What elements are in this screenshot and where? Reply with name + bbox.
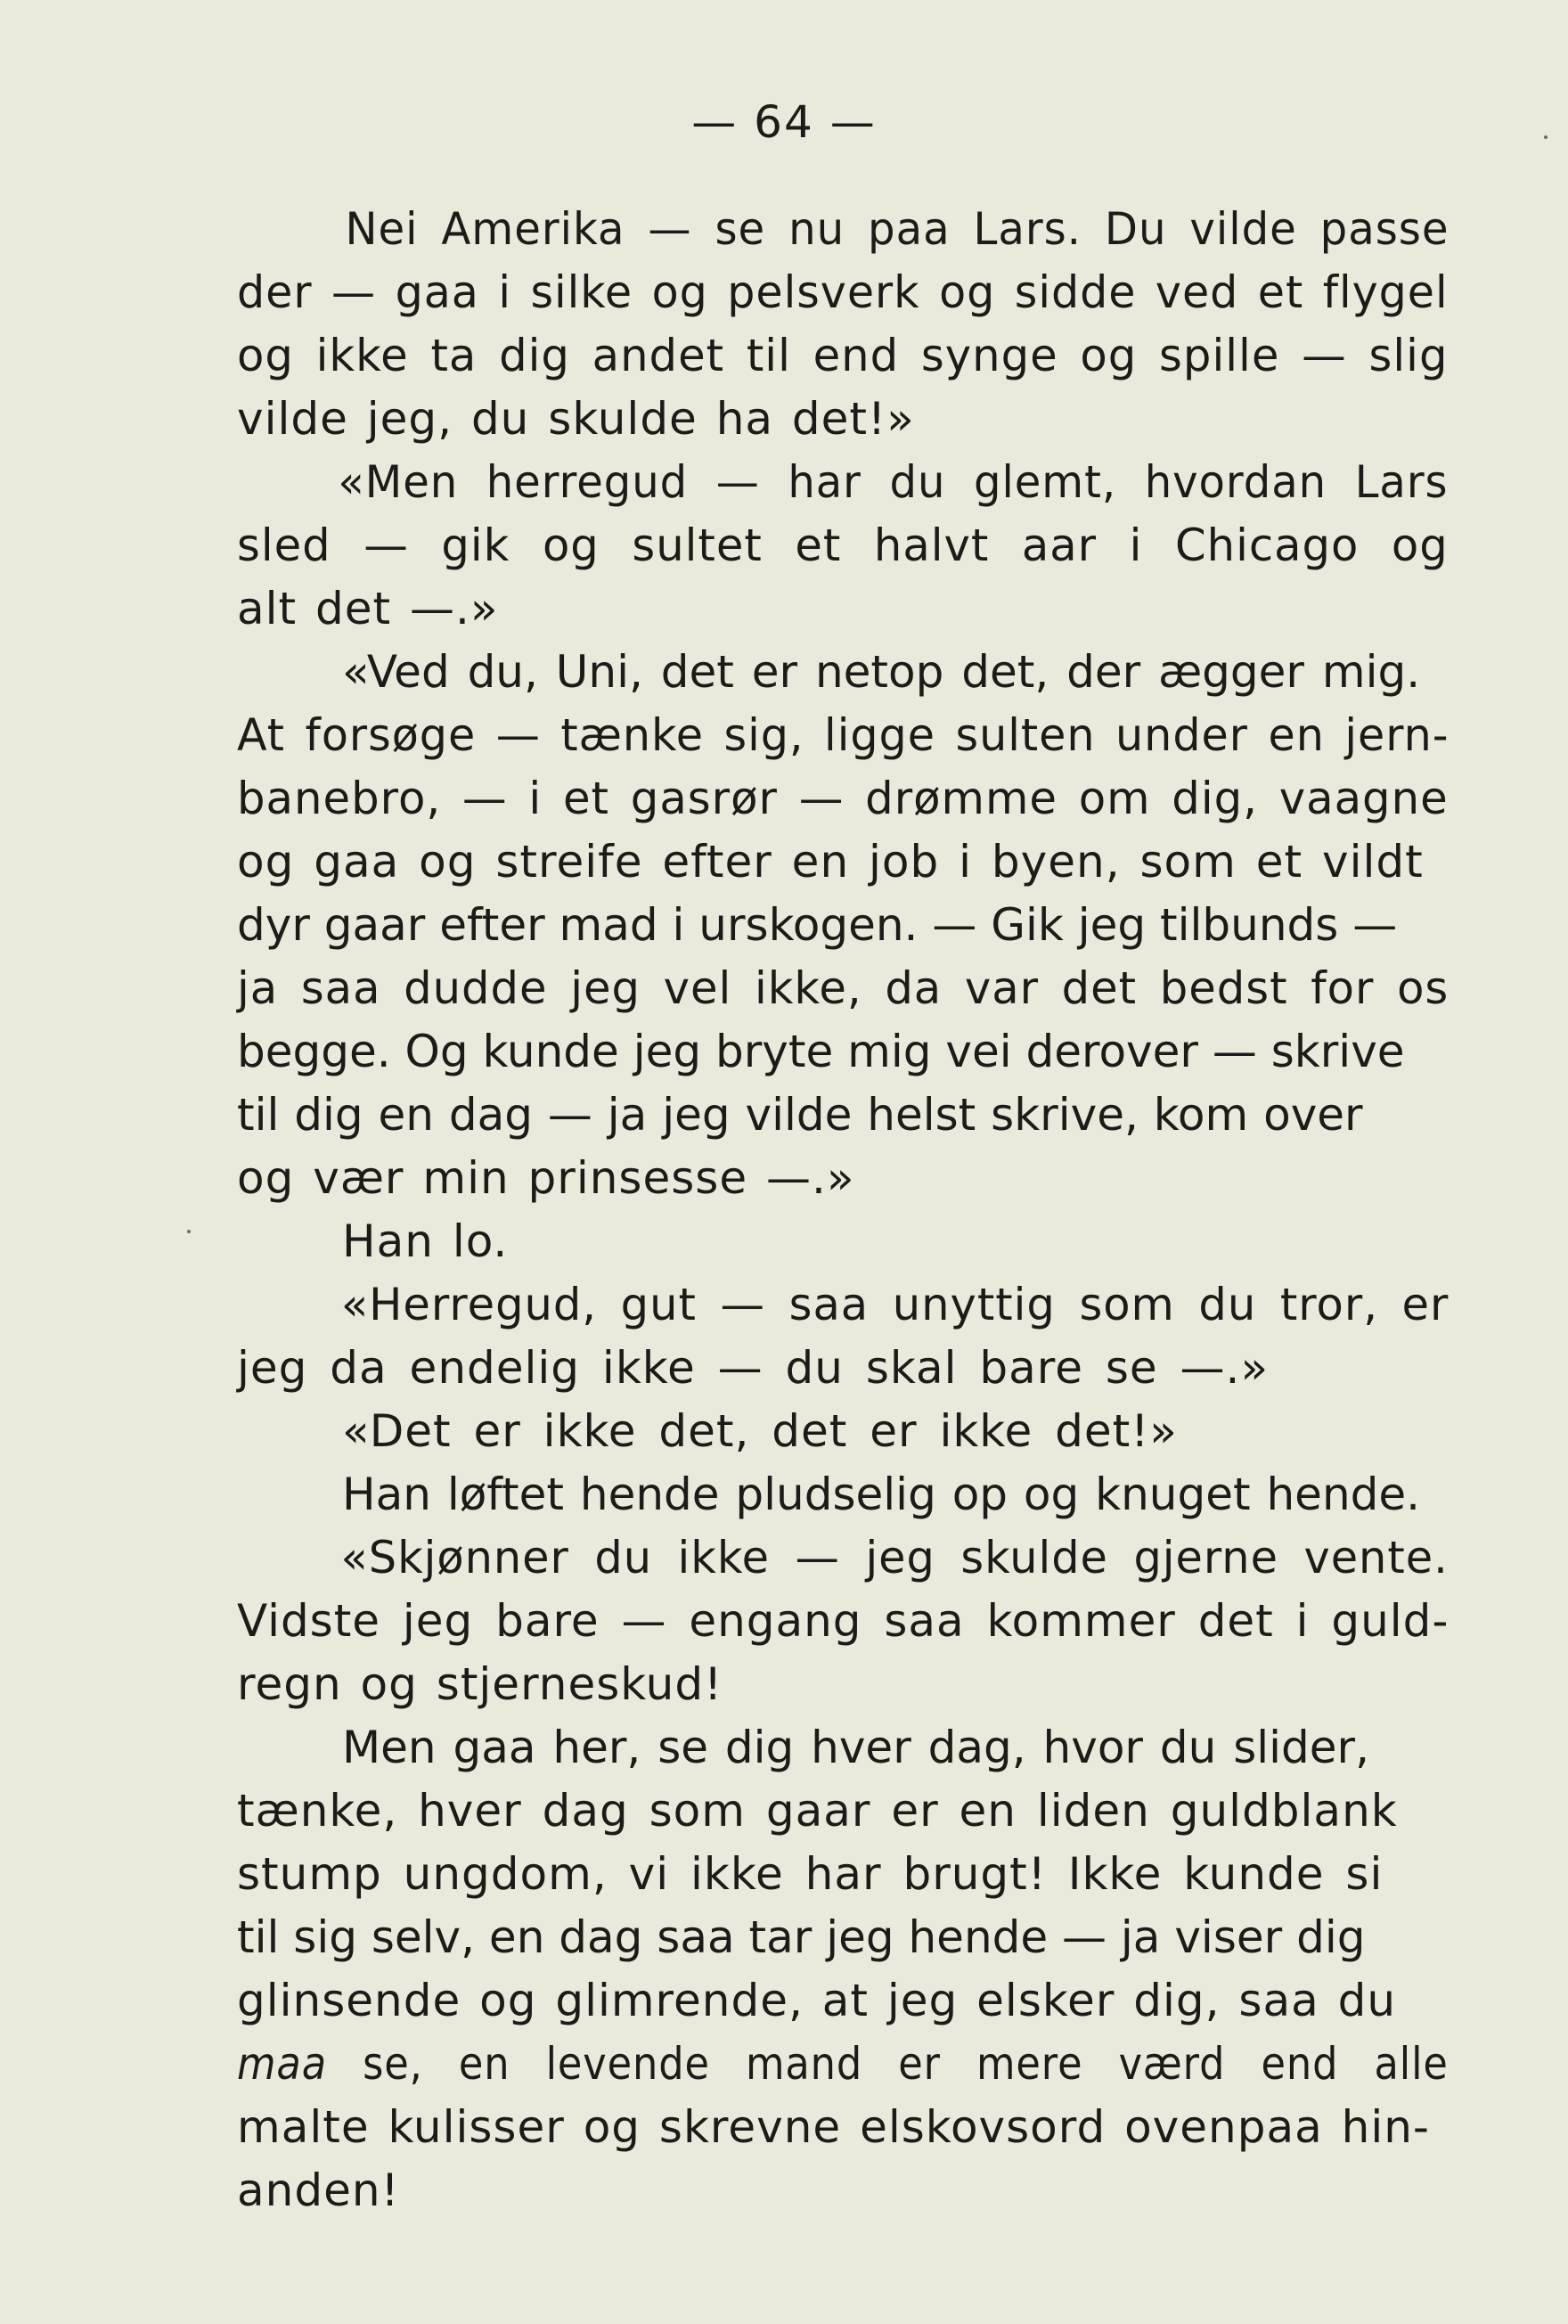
emphasis-word: maa [237, 2038, 327, 2090]
text-line: glinsende og glimrende, at jeg elsker dig, saa du [237, 1975, 1397, 2026]
text-line: og gaa og streife efter en job i byen, som et vildt [237, 836, 1424, 888]
text-line: «Herregud, gut — saa unyttig som du tror, er [340, 1279, 1450, 1330]
text-line: banebro, — i et gasrør — drømme om dig, vaagne [237, 773, 1449, 824]
text-line: der — gaa i silke og pelsverk og sidde ved et flygel [237, 266, 1449, 318]
page-number: — 64 — [691, 96, 877, 148]
paper-speck [1544, 135, 1548, 139]
text-line: At forsøge — tænke sig, ligge sulten under en jern- [237, 709, 1450, 761]
text-line: begge. Og kunde jeg bryte mig vei derover — skrive [237, 1026, 1405, 1077]
text-line: Han løftet hende pludselig op og knuget hende. [342, 1469, 1421, 1520]
text-line: «Skjønner du ikke — jeg skulde gjerne vente. [340, 1532, 1449, 1583]
text-line: Men gaa her, se dig hver dag, hvor du slider, [342, 1722, 1369, 1773]
text-line: Han lo. [342, 1215, 509, 1267]
text-line: sled — gik og sultet et halvt aar i Chicago og [237, 520, 1449, 571]
text-line: alt det —.» [237, 583, 499, 634]
text-line: «Men herregud — har du glemt, hvordan Lars [338, 456, 1449, 508]
text-line: malte kulisser og skrevne elskovsord ovenpaa hin- [237, 2101, 1430, 2153]
text-line-rest: se, en levende mand er mere værd end alle [363, 2038, 1449, 2090]
body-text [237, 198, 1449, 2222]
text-line: vilde jeg, du skulde ha det!» [237, 393, 915, 445]
text-line: og vær min prinsesse —.» [237, 1152, 855, 1204]
text-line: til sig selv, en dag saa tar jeg hende — ja viser dig [237, 1911, 1366, 1963]
text-line: tænke, hver dag som gaar er en liden guldblank [237, 1785, 1398, 1837]
text-line: Vidste jeg bare — engang saa kommer det i guld- [237, 1595, 1450, 1647]
paper-speck [187, 1230, 191, 1233]
text-line: til dig en dag — ja jeg vilde helst skrive, kom over [237, 1089, 1363, 1141]
text-line: ja saa dudde jeg vel ikke, da var det bedst for os [237, 962, 1450, 1014]
text-line: dyr gaar efter mad i urskogen. — Gik jeg tilbunds — [237, 899, 1398, 951]
text-line: anden! [237, 2164, 400, 2216]
text-line [237, 2033, 1449, 2096]
text-line: «Ved du, Uni, det er netop det, der ægger mig. [342, 646, 1421, 698]
text-line: «Det er ikke det, det er ikke det!» [342, 1405, 1178, 1457]
text-line: og ikke ta dig andet til end synge og spille — slig [237, 330, 1449, 381]
text-line: stump ungdom, vi ikke har brugt! Ikke kunde si [237, 1848, 1384, 1900]
text-line: jeg da endelig ikke — du skal bare se —.» [237, 1342, 1270, 1394]
text-line: Nei Amerika — se nu paa Lars. Du vilde passe [345, 203, 1450, 255]
text-line: regn og stjerneskud! [237, 1658, 723, 1710]
